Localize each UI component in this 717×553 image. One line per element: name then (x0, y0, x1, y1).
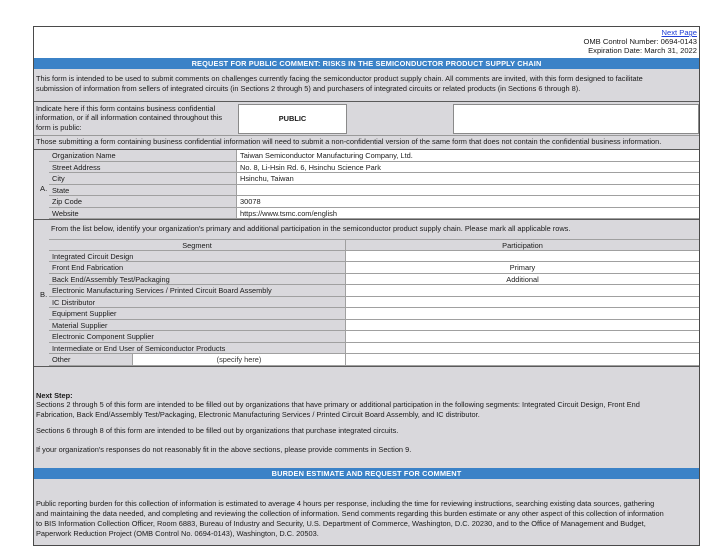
burden-text (36, 499, 698, 539)
burden-line: Paperwork Reduction Project (OMB Control No. 0694-0143), Washington, D.C. 20503. (36, 529, 319, 538)
street-address-label: Street Address (49, 162, 236, 174)
paragraph-line: Sections 2 through 5 of this form are intended to be filled out by organizations that have primary or additional participation in the following segments: Integrated Circuit Design, Front End (36, 400, 640, 409)
next-step-paragraph-3: If your organization's responses do not reasonably fit in the above sections, please provide comments in Section 9. (36, 445, 412, 454)
segment-row-label: Front End Fabrication (49, 262, 345, 274)
burden-title: BURDEN ESTIMATE AND REQUEST FOR COMMENT (34, 468, 699, 479)
next-step-paragraph-1 (36, 400, 698, 420)
next-step-heading: Next Step: (36, 391, 73, 400)
section-b-instruction: From the list below, identify your organization's primary and additional participation in the semiconductor product supply chain. Please mark all applicable rows. (51, 224, 571, 233)
burden-line: and maintaining the data needed, and completing and reviewing the collection of information. Send comments regarding this burden estimate or any other aspect of this collection of information (36, 509, 664, 518)
divider (34, 219, 699, 220)
segment-row-label: Back End/Assembly Test/Packaging (49, 274, 345, 286)
section-b-letter: B. (40, 290, 48, 299)
segment-row-label: Equipment Supplier (49, 308, 345, 320)
divider (34, 135, 699, 136)
intro-text (36, 74, 696, 94)
participation-field[interactable] (345, 308, 699, 320)
participation-field[interactable]: Primary (345, 262, 699, 274)
website-field[interactable]: https://www.tsmc.com/english (236, 208, 699, 220)
other-label: Other (49, 354, 132, 366)
participation-field[interactable] (345, 285, 699, 297)
participation-field[interactable]: Additional (345, 274, 699, 286)
zip-code-label: Zip Code (49, 196, 236, 208)
intro-line: This form is intended to be used to submit comments on challenges currently facing the semiconductor product supply chain. All comments are invited, with this form designed to facilitate (36, 74, 643, 83)
segment-row-label: Intermediate or End User of Semiconductor Products (49, 343, 345, 355)
segment-row-label: Electronic Component Supplier (49, 331, 345, 343)
city-field[interactable]: Hsinchu, Taiwan (236, 173, 699, 185)
confidentiality-notice: Those submitting a form containing business confidential information will need to submit a non-confidential version of the same form that does not contain the confidential business information. (36, 137, 662, 146)
confidentiality-extra-field[interactable] (453, 104, 699, 134)
prompt-line: form is public: (36, 122, 82, 132)
prompt-line: information, or if all information contained throughout this (36, 113, 223, 123)
participation-field[interactable] (345, 251, 699, 263)
next-page-link[interactable]: Next Page (661, 28, 697, 37)
segment-row-label: IC Distributor (49, 297, 345, 309)
form-frame (33, 26, 700, 546)
segment-row-label: Material Supplier (49, 320, 345, 332)
website-label: Website (49, 208, 236, 220)
state-label: State (49, 185, 236, 197)
form-header (34, 27, 699, 58)
segment-row-label: Electronic Manufacturing Services / Printed Circuit Board Assembly (49, 285, 345, 297)
segment-column-header: Segment (49, 239, 345, 251)
participation-field[interactable] (345, 331, 699, 343)
city-label: City (49, 173, 236, 185)
participation-field[interactable] (345, 343, 699, 355)
intro-line: submission of information from sellers of integrated circuits (in Sections 2 through 5) and purchasers of integrated circuits or related products (in Sections 6 through 8). (36, 84, 581, 93)
org-name-field[interactable]: Taiwan Semiconductor Manufacturing Company, Ltd. (236, 150, 699, 162)
section-a-letter: A. (40, 184, 48, 193)
paragraph-line: Fabrication, Back End/Assembly Test/Packaging, Electronic Manufacturing Services / Printed Circuit Board Assembly, and IC distributor. (36, 410, 480, 419)
confidentiality-select[interactable]: PUBLIC (238, 104, 347, 134)
expiration-date: Expiration Date: March 31, 2022 (588, 46, 697, 55)
zip-code-field[interactable]: 30078 (236, 196, 699, 208)
participation-column-header: Participation (345, 239, 699, 251)
street-address-field[interactable]: No. 8, Li-Hsin Rd. 6, Hsinchu Science Park (236, 162, 699, 174)
participation-field[interactable] (345, 320, 699, 332)
form-title: REQUEST FOR PUBLIC COMMENT: RISKS IN THE SEMICONDUCTOR PRODUCT SUPPLY CHAIN (34, 58, 699, 69)
divider (34, 366, 699, 367)
org-name-label: Organization Name (49, 150, 236, 162)
other-specify-input[interactable]: (specify here) (132, 354, 345, 366)
prompt-line: Indicate here if this form contains business confidential (36, 104, 216, 113)
omb-control-number: OMB Control Number: 0694-0143 (583, 37, 697, 46)
participation-field[interactable] (345, 297, 699, 309)
confidentiality-prompt (36, 104, 236, 132)
next-step-paragraph-2: Sections 6 through 8 of this form are intended to be filled out by organizations that purchase integrated circuits. (36, 426, 399, 435)
divider (34, 101, 699, 102)
burden-line: Public reporting burden for this collection of information is estimated to average 4 hours per response, including the time for reviewing instructions, searching existing data sources, gathering (36, 499, 655, 508)
burden-line: to BIS Information Collection Officer, Room 6883, Bureau of Industry and Security, U.S. Department of Commerce, Washington, D.C. 20230, and to the Office of Management and Budget, (36, 519, 646, 528)
state-field[interactable] (236, 185, 699, 197)
other-participation-field[interactable] (345, 354, 699, 366)
segment-row-label: Integrated Circuit Design (49, 251, 345, 263)
